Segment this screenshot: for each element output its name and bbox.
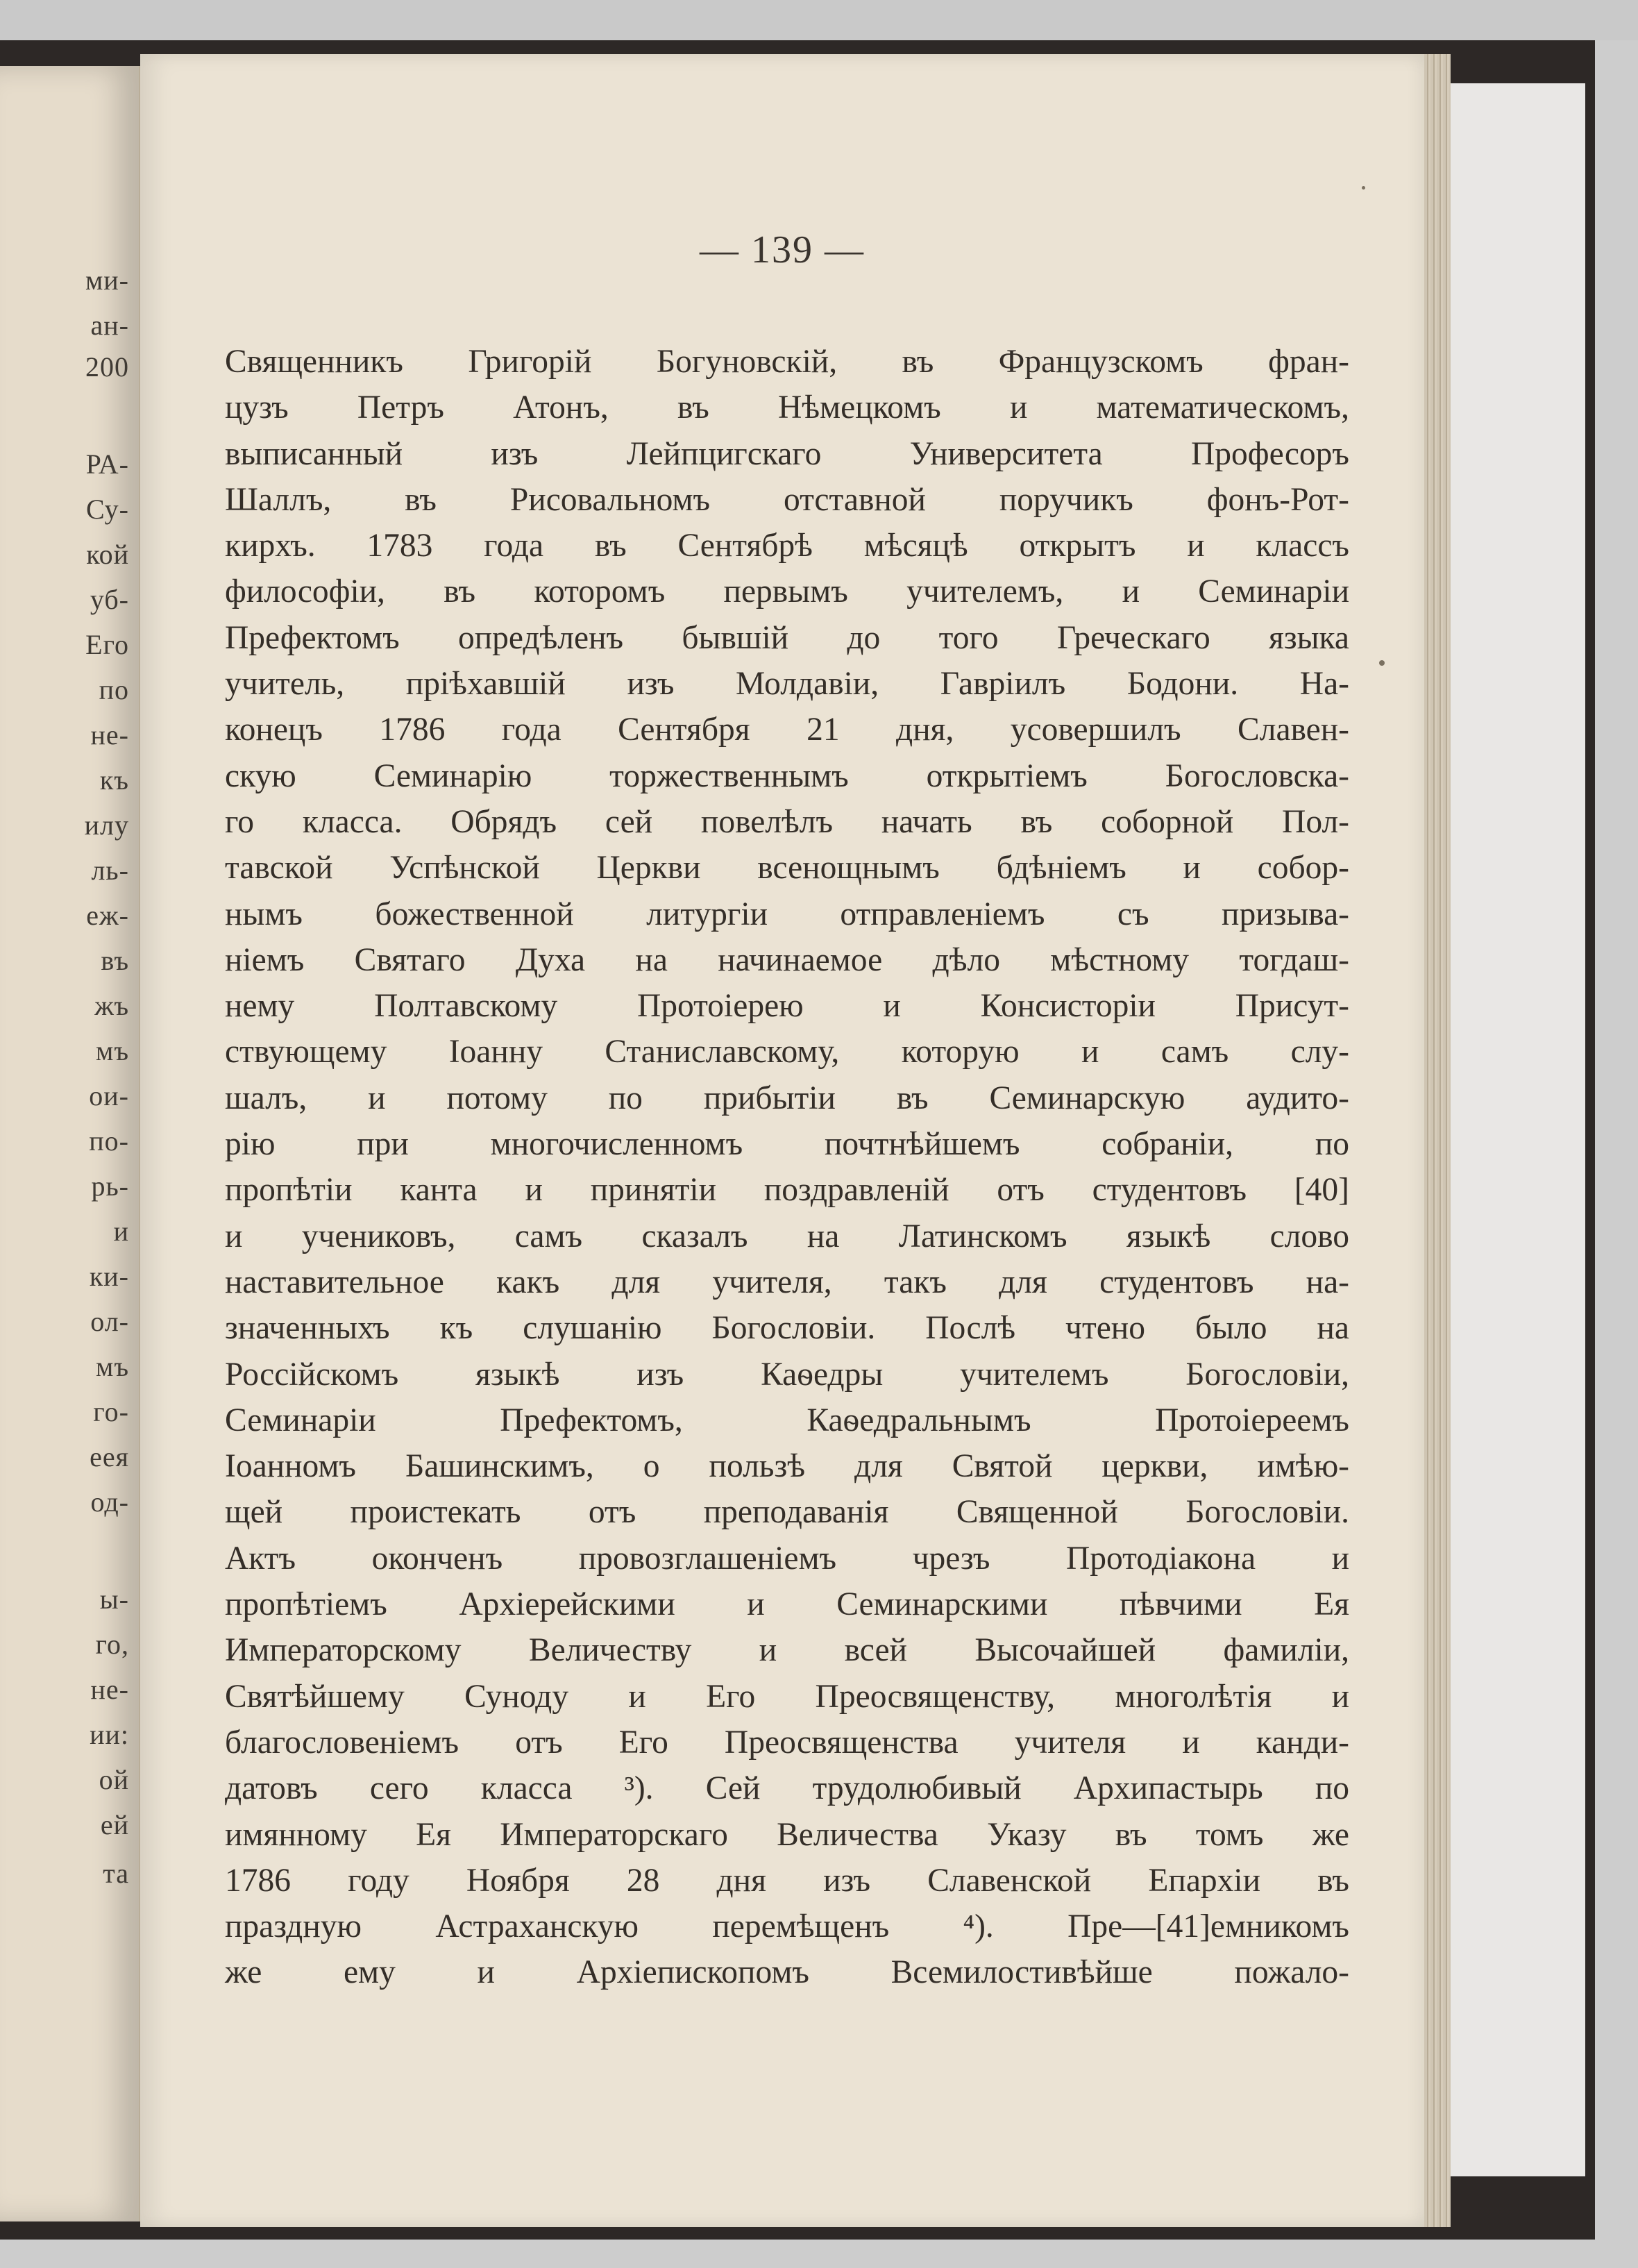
left-page-fragment: ы- bbox=[99, 1584, 129, 1615]
text-line: благословеніемъ отъ Его Преосвященства учителя и канди- bbox=[225, 1724, 1349, 1761]
left-page-fragment: 200 bbox=[85, 351, 129, 383]
text-line: значенныхъ къ слушанію Богословіи. Послѣ чтено было на bbox=[225, 1310, 1349, 1347]
left-page-fragment: Его bbox=[85, 629, 129, 660]
text-line: Актъ оконченъ провозглашеніемъ чрезъ Протодіакона и bbox=[225, 1540, 1349, 1577]
text-line: ніемъ Святаго Духа на начинаемое дѣло мѣстному тогдаш- bbox=[225, 941, 1349, 978]
text-line: Шаллъ, въ Рисовальномъ отставной поручикъ фонъ-Рот- bbox=[225, 481, 1349, 518]
left-page-fragment: уб- bbox=[90, 584, 129, 615]
left-page-fragment: и bbox=[113, 1216, 129, 1247]
left-page-fragment: РА- bbox=[85, 448, 129, 480]
text-line: имянному Ея Императорскаго Величества Указу въ томъ же bbox=[225, 1816, 1349, 1853]
text-line: го класса. Обрядъ сей повелѣлъ начать въ соборной Пол- bbox=[225, 803, 1349, 840]
left-page-fragment: мъ bbox=[96, 1351, 129, 1382]
text-line: же ему и Архіепископомъ Всемилостивѣйше пожало- bbox=[225, 1954, 1349, 1991]
text-line: цузъ Петръ Атонъ, въ Нѣмецкомъ и математическомъ, bbox=[225, 389, 1349, 426]
left-page-fragment: ль- bbox=[91, 855, 129, 886]
left-page-fragment: къ bbox=[99, 764, 129, 796]
left-page-fragment: жъ bbox=[94, 990, 129, 1021]
text-line: 1786 году Ноября 28 дня изъ Славенской Епархіи въ bbox=[225, 1862, 1349, 1899]
text-line: датовъ сего класса ³). Сей трудолюбивый Архипастырь по bbox=[225, 1770, 1349, 1807]
text-line: Россійскомъ языкѣ изъ Каѳедры учителемъ Богословіи, bbox=[225, 1356, 1349, 1393]
left-page-fragment: не- bbox=[90, 719, 129, 750]
left-page-fragment: кой bbox=[86, 539, 129, 570]
text-line: конецъ 1786 года Сентября 21 дня, усовершилъ Славен- bbox=[225, 712, 1349, 748]
left-page-fragment: ей bbox=[100, 1809, 129, 1840]
scan-top-margin bbox=[0, 0, 1638, 40]
left-page-fragment: еея bbox=[90, 1441, 129, 1472]
right-page bbox=[140, 54, 1424, 2227]
text-line: Семинаріи Префектомъ, Каѳедральнымъ Протоіереемъ bbox=[225, 1402, 1349, 1438]
left-page-fragment: ан- bbox=[90, 310, 129, 341]
paper-speck bbox=[1362, 186, 1365, 190]
text-line: Іоанномъ Башинскимъ, о пользѣ для Святой церкви, имѣю- bbox=[225, 1448, 1349, 1485]
text-line: тавской Успѣнской Церкви всенощнымъ бдѣніемъ и собор- bbox=[225, 850, 1349, 887]
text-line: щей проистекать отъ преподаванія Священной Богословіи. bbox=[225, 1494, 1349, 1531]
text-line: кирхъ. 1783 года въ Сентябрѣ мѣсяцѣ открытъ и классъ bbox=[225, 528, 1349, 564]
left-page-fragment: од- bbox=[90, 1486, 129, 1518]
text-line: наставительное какъ для учителя, такъ для студентовъ на- bbox=[225, 1263, 1349, 1300]
text-line: Святѣйшему Суноду и Его Преосвященству, многолѣтія и bbox=[225, 1678, 1349, 1715]
text-line: и учениковъ, самъ сказалъ на Латинскомъ языкѣ слово bbox=[225, 1218, 1349, 1254]
backing-paper bbox=[1451, 83, 1585, 2176]
text-line: ствующему Іоанну Станиславскому, которую и самъ слу- bbox=[225, 1034, 1349, 1070]
left-page-fragment: ой bbox=[99, 1764, 129, 1795]
text-line: пропѣтіемъ Архіерейскими и Семинарскими пѣвчими Ея bbox=[225, 1586, 1349, 1623]
left-page-fragment: ии: bbox=[90, 1719, 129, 1750]
left-page-fragment: та bbox=[103, 1858, 129, 1889]
text-line: нымъ божественной литургіи отправленіемъ съ призыва- bbox=[225, 896, 1349, 932]
left-page-fragment: илу bbox=[84, 809, 129, 841]
left-page-fragment: ки- bbox=[89, 1261, 129, 1292]
left-page-fragment: ми- bbox=[85, 264, 129, 296]
body-text bbox=[225, 339, 1349, 1996]
paper-speck bbox=[1379, 660, 1385, 666]
left-page-fragment: по bbox=[99, 674, 129, 705]
left-page-fragment: ол- bbox=[90, 1306, 129, 1337]
text-line: рію при многочисленномъ почтнѣйшемъ собраніи, по bbox=[225, 1126, 1349, 1163]
text-line: скую Семинарію торжественнымъ открытіемъ Богословска- bbox=[225, 757, 1349, 794]
left-page bbox=[0, 66, 146, 2221]
text-line: философіи, въ которомъ первымъ учителемъ, и Семинаріи bbox=[225, 573, 1349, 610]
left-page-fragment: по- bbox=[89, 1125, 129, 1157]
text-line: выписанный изъ Лейпцигскаго Университета Професоръ bbox=[225, 435, 1349, 472]
text-line: Священникъ Григорій Богуновскій, въ Французскомъ фран- bbox=[225, 344, 1349, 380]
text-line: праздную Астраханскую перемѣщенъ ⁴). Пре—[41]емникомъ bbox=[225, 1908, 1349, 1945]
text-line: Префектомъ опредѣленъ бывшій до того Греческаго языка bbox=[225, 619, 1349, 656]
page-number: — 139 — bbox=[700, 228, 865, 271]
text-line: пропѣтіи канта и принятіи поздравленій отъ студентовъ [40] bbox=[225, 1172, 1349, 1209]
left-page-fragment: го, bbox=[95, 1629, 129, 1660]
text-line: шалъ, и потому по прибытіи въ Семинарскую аудито- bbox=[225, 1080, 1349, 1116]
left-page-fragment: ои- bbox=[89, 1080, 129, 1111]
left-page-fragment: рь- bbox=[91, 1170, 129, 1202]
page-edges bbox=[1424, 54, 1451, 2227]
left-page-fragment: въ bbox=[101, 945, 129, 976]
left-page-fragment: Су- bbox=[85, 494, 129, 525]
left-page-fragment: не- bbox=[90, 1674, 129, 1705]
text-line: нему Полтавскому Протоіерею и Консисторіи Присут- bbox=[225, 988, 1349, 1025]
left-page-fragment: го- bbox=[93, 1396, 129, 1427]
text-line: учитель, пріѣхавшій изъ Молдавіи, Гавріилъ Бодони. На- bbox=[225, 666, 1349, 703]
left-page-fragment: еж- bbox=[86, 900, 129, 931]
text-line: Императорскому Величеству и всей Высочайшей фамиліи, bbox=[225, 1632, 1349, 1669]
left-page-fragment: мъ bbox=[96, 1035, 129, 1066]
